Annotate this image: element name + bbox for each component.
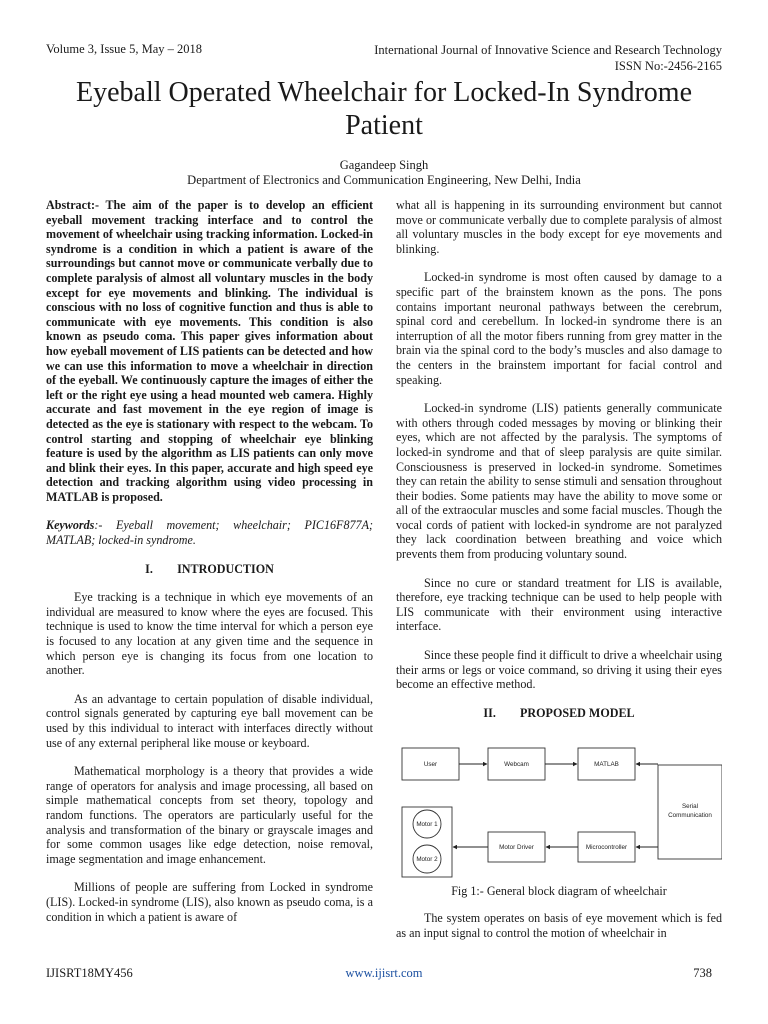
paragraph: Millions of people are suffering from Locked in syndrome (LIS). Locked-in syndrome (LIS), also known as pseudo coma, is a condition in which a patient is aware of: [46, 880, 373, 924]
motor-2-label: Motor 2: [416, 856, 438, 864]
motor-driver-label: Motor Driver: [499, 844, 534, 852]
left-column: [46, 198, 373, 938]
paragraph: Locked-in syndrome is most often caused by damage to a specific part of the brainstem known as the pons. The pons contains important neuronal pathways between the cerebrum, spinal cord and cerebellum. In locked-in syndrome there is an interruption of all the motor fibers running from grey matter in the brain via the spinal cord to the body’s muscles and also damage to the centers in the brainstem important for facial control and speaking.: [396, 270, 722, 387]
keywords: [46, 518, 373, 547]
serial-label-line1: Serial: [681, 803, 699, 811]
keywords-label: Keywords: [46, 518, 95, 533]
section-heading-introduction: I. INTRODUCTION: [145, 561, 274, 576]
paragraph: Locked-in syndrome (LIS) patients generally communicate with others through coded messages by moving or blinking their eyes, which are not affected by the paralysis. The symptoms of locked-in syndrome and that of sleep paralysis are quite similar. Consciousness is preserved in locked-in syndrome. Sometimes they can retain the ability to sense stimuli and sensation throughout their bodies. Some patients may have the ability to move some or all of the extraocular muscles and some facial muscles. Though the vocal cords of patient with locked-in syndrome are not paralyzed they lack coordination between breathing and voice which prevents them from producing voluntary sound.: [396, 401, 722, 562]
user-label: User: [423, 761, 438, 769]
header-journal-info: [374, 42, 722, 74]
motor-1-label: Motor 1: [416, 821, 438, 829]
figure-caption: Fig 1:- General block diagram of wheelchair: [451, 884, 667, 899]
paragraph: The system operates on basis of eye movement which is fed as an input signal to control the motion of wheelchair in: [396, 911, 722, 940]
matlab-label: MATLAB: [594, 761, 619, 769]
paragraph: Since these people find it difficult to drive a wheelchair using their arms or legs or voice command, so driving it using their eyes become an effective method.: [396, 648, 723, 692]
serial-label-line2: Communication: [668, 812, 712, 820]
paragraph: As an advantage to certain population of disable individual, control signals generated by capturing eye ball movement can be used by this individual to interact with interfaces directly without use of any external peripheral like mouse or keyboard.: [46, 691, 373, 750]
paragraph: Eye tracking is a technique in which eye movements of an individual are measured to know where the eyes are focused. This technique is used to know the time interval for which a person eye is focused to any location at any given time and the sequence in which person eye is changing its focus from one location to another.: [46, 590, 373, 678]
footer-website-link[interactable]: www.ijisrt.com: [345, 966, 423, 980]
webcam-label: Webcam: [504, 761, 529, 769]
motor-group-block: [402, 807, 452, 877]
paper-title: Eyeball Operated Wheelchair for Locked-In Syndrome Patient: [76, 77, 692, 141]
journal-name: International Journal of Innovative Science and Research Technology: [374, 43, 722, 57]
header-volume-info: Volume 3, Issue 5, May – 2018: [46, 42, 203, 56]
section-heading-proposed-model: II. PROPOSED MODEL: [483, 705, 635, 720]
page-number: 738: [693, 966, 712, 980]
paragraph: Since no cure or standard treatment for LIS is available, therefore, eye tracking technique can be used to help people with LIS communicate with their environment using interactive interface.: [396, 575, 722, 634]
paragraph: what all is happening in its surrounding environment but cannot move or communicate verbally due to complete paralysis of almost all voluntary muscles in the body except for eye movements and blinking.: [396, 198, 722, 256]
author-name: Gagandeep Singh: [339, 158, 429, 172]
footer-paper-id: IJISRT18MY456: [46, 966, 133, 980]
microcontroller-label: Microcontroller: [585, 844, 628, 852]
abstract-label: Abstract:-: [46, 198, 100, 212]
author-affiliation: Department of Electronics and Communication Engineering, New Delhi, India: [187, 173, 581, 187]
issn-number: ISSN No:-2456-2165: [614, 59, 722, 73]
paragraph: Mathematical morphology is a theory that provides a wide range of operators for analysis and image processing, all based on simple mathematical concepts from set theory, topology and random functions. The operators are particularly useful for the analysis and transformation of the binary or grayscale images and for some common usages like edge detection, noise removal, image segmentation and image enhancement.: [46, 764, 373, 866]
abstract: [46, 198, 373, 504]
abstract-text: The aim of the paper is to develop an efficient eyeball movement tracking interface and to control the movement of wheelchair using tracking information. Locked-in syndrome is a condition in which a patient is aware of the surroundings but cannot move or communicate verbally due to complete paralysis of almost all voluntary muscles in the body except for eye movements and blinking. The individual is conscious with no loss of cognitive function and thus is able to communicate with eye movements. This condition is also known as pseudo coma. This paper gives information about how eyeball movement of LIS patients can be detected and how we can use this information to move a wheelchair in direction of the eyeball. We continuously capture the images of either the left or the right eye using a head mounted web camera. Highly accurate and fast movement in the eye region of image is detected as the eye is stationary with respect to the webcam. To control starting and stopping of wheelchair eye blinking feature is used by the algorithm as LIS patients can only move and blink their eyes. In this paper, accurate and high speed eye detection and tracking algorithm using video processing in MATLAB is proposed.: [46, 198, 373, 504]
keywords-text: :- Eyeball movement; wheelchair; PIC16F877A; MATLAB; locked-in syndrome.: [46, 518, 373, 548]
right-column: [396, 198, 722, 954]
block-diagram-figure: [396, 728, 722, 878]
